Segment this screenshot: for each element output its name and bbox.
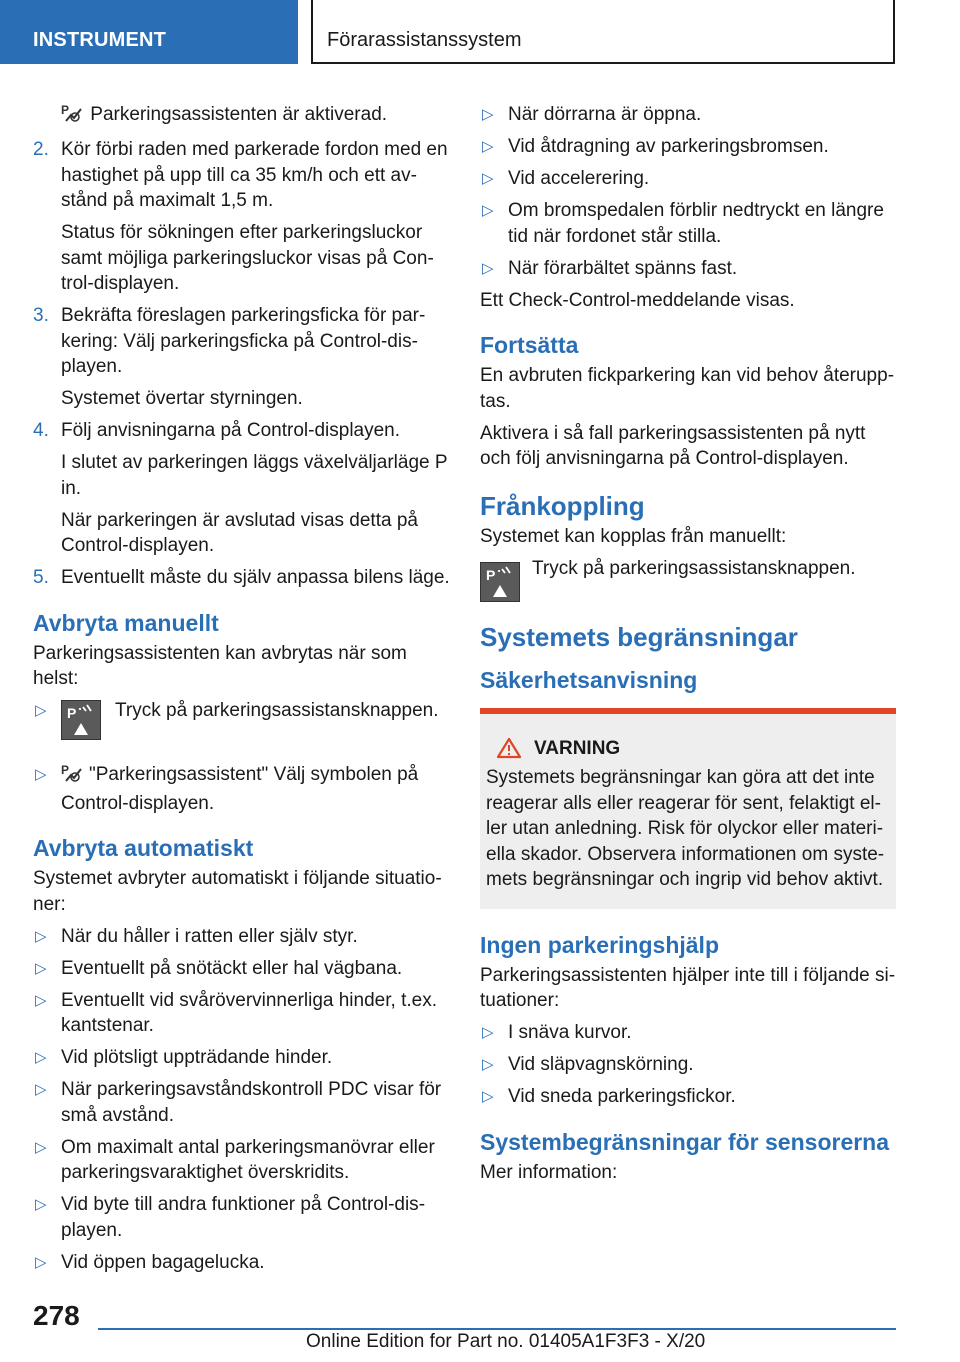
warning-title: VARNING (486, 736, 890, 762)
list-item: ▷ I snäva kurvor. (480, 1020, 896, 1046)
continue-text-2: Aktivera i så fall parkeringsassistenten på nytt och följ anvisningarna på Control-displayen. (480, 422, 866, 469)
svg-text:P: P (67, 705, 77, 721)
list-item: ▷ Vid plötsligt uppträdande hinder. (33, 1045, 451, 1071)
manual-intro: Parkeringsassistenten kan avbrytas när som helst: (33, 642, 407, 689)
bullet-icon: ▷ (482, 1024, 494, 1041)
bullet-icon: ▷ (35, 1196, 47, 1213)
no-help-intro: Parkeringsassistenten hjälper inte till i följande situationer: (480, 964, 896, 1011)
manual-item-symbol: ▷ P "Parkeringsassistent" Välj symbolen på Control-displayen. (35, 763, 419, 814)
parking-assist-button-icon (61, 700, 101, 740)
heading-continue: Fortsätta (480, 332, 579, 358)
list-item: ▷ Vid byte till andra funktioner på Control-displayen. (35, 1194, 426, 1241)
step-2: 2. Kör förbi raden med parkerade fordon med en hastighet på upp till ca 35 km/h och ett avstånd på maximalt 1,5 m. (33, 139, 448, 211)
svg-text:P: P (61, 103, 70, 117)
list-item: ▷ Vid sneda parkeringsfickor. (480, 1084, 896, 1110)
bullet-icon: ▷ (35, 766, 47, 783)
bullet-icon: ▷ (482, 1056, 494, 1073)
parking-assist-symbol-icon (61, 763, 89, 791)
list-item: ▷ När dörrarna är öppna. (480, 102, 896, 128)
bullet-icon: ▷ (482, 1088, 494, 1105)
list-item: ▷ Vid öppen bagagelucka. (33, 1250, 451, 1276)
list-item: ▷ Vid släpvagnskörning. (480, 1052, 896, 1078)
bullet-icon: ▷ (35, 702, 47, 719)
list-item: ▷ Vid åtdragning av parkeringsbromsen. (480, 134, 896, 160)
step-3: 3. Bekräfta föreslagen parkeringsficka för parkering: Välj parkeringsficka på Control-displayen. (33, 305, 426, 377)
warning-text: Systemets begränsningar kan göra att det inte reagerar alls eller reagerar för sent, felaktigt eller utan anledning. Risk för olyckor eller materiella skador. Observera informationen om systemets begränsningar och ingrip vid behov aktivt. (486, 767, 885, 890)
list-item: ▷ Eventuellt på snötäckt eller hal vägbana. (33, 956, 451, 982)
warning-triangle-icon (496, 737, 522, 759)
bullet-icon: ▷ (482, 259, 494, 277)
chapter-title: Förarassistanssystem (327, 29, 522, 51)
parking-assist-button-icon (480, 562, 520, 602)
svg-text:P: P (486, 566, 496, 583)
intro-text: Parkeringsassistenten är aktiverad. (90, 104, 388, 125)
bullet-icon: ▷ (35, 1049, 47, 1066)
bullet-icon: ▷ (35, 959, 47, 977)
list-item: ▷ Om maximalt antal parkeringsmanövrar eller parkeringsvaraktighet överskridits. (35, 1136, 435, 1183)
heading-manual-cancel: Avbryta manuellt (33, 609, 219, 636)
bullet-icon: ▷ (35, 927, 47, 945)
parking-assist-symbol-icon (61, 103, 85, 131)
sensor-limits-text: Mer information: (480, 1161, 618, 1183)
footer-divider (98, 1328, 896, 1330)
bullet-icon: ▷ (35, 1138, 47, 1156)
list-item: ▷ När förarbältet spänns fast. (480, 256, 896, 282)
heading-switch-off: Frånkoppling (480, 490, 645, 521)
check-control-message: Ett Check-Control-meddelande visas. (480, 289, 795, 311)
step-4: 4. Följ anvisningarna på Control-displayen. (33, 420, 401, 441)
list-item: ▷ Vid accelerering. (480, 166, 896, 192)
bullet-icon: ▷ (482, 106, 494, 123)
list-item: ▷ Eventuellt vid svårövervinnerliga hinder, t.ex. kantstenar. (35, 989, 437, 1036)
section-title: INSTRUMENT (33, 29, 167, 51)
bullet-icon: ▷ (35, 991, 47, 1009)
bullet-icon: ▷ (35, 1253, 47, 1271)
step-2-note: Status för sökningen efter parkeringsluckor samt möjliga parkeringsluckor visas på Control-displayen. (61, 222, 434, 294)
warning-box (480, 708, 896, 909)
bullet-icon: ▷ (482, 138, 494, 155)
step-3-note: Systemet övertar styrningen. (61, 388, 303, 409)
heading-sensor-limits: Systembegränsningar för sensorerna (480, 1128, 890, 1155)
list-item: ▷ När du håller i ratten eller själv styr. (33, 924, 451, 950)
switch-off-intro: Systemet kan kopplas från manuellt: (480, 525, 787, 547)
chapter-tab (311, 0, 895, 64)
switch-off-button-line: P Tryck på parkeringsassistansknappen. (480, 556, 896, 602)
bullet-icon: ▷ (35, 1081, 47, 1098)
heading-system-limits: Systemets begränsningar (480, 621, 798, 652)
list-item: ▷ Om bromspedalen förblir nedtryckt en längre tid när fordonet står stilla. (482, 200, 884, 247)
svg-text:P: P (61, 763, 70, 777)
step-5: 5. Eventuellt måste du själv anpassa bilens läge. (33, 567, 450, 588)
left-column (33, 102, 451, 1282)
step-4-note-2: När parkeringen är avslutad visas detta på Control-displayen. (61, 509, 418, 556)
right-column (480, 102, 896, 1192)
list-item: ▷ När parkeringsavståndskontroll PDC visar för små avstånd. (35, 1079, 442, 1126)
page-number: 278 (33, 1300, 80, 1331)
bullet-icon: ▷ (482, 170, 494, 187)
edition-text: Online Edition for Part no. 01405A1F3F3 - X/20 (306, 1331, 706, 1352)
intro-line (33, 102, 451, 131)
heading-auto-cancel: Avbryta automatiskt (33, 835, 254, 861)
auto-intro: Systemet avbryter automatiskt i följande situationer: (33, 868, 442, 915)
continue-text-1: En avbruten fickparkering kan vid behov återupptas. (480, 365, 895, 412)
heading-safety: Säkerhetsanvisning (480, 666, 698, 693)
step-4-note-1: I slutet av parkeringen läggs växelväljarläge P in. (61, 452, 448, 499)
bullet-icon: ▷ (482, 202, 494, 219)
manual-item-button: ▷ P Tryck på parkeringsassistansknappen. (33, 698, 451, 748)
section-tab (0, 0, 298, 64)
heading-no-parking-help: Ingen parkeringshjälp (480, 931, 719, 958)
